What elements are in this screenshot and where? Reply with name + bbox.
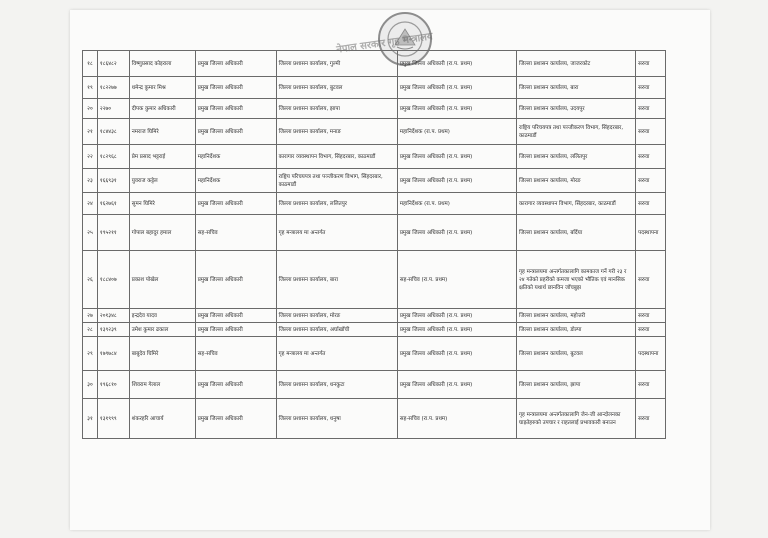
new-office-cell: जिल्ला प्रशासन कार्यालय, झापा — [517, 371, 636, 399]
employee-code-cell: २०१३४८ — [97, 309, 129, 323]
employee-name-cell: धमेन्द्र कुमार मिश्र — [129, 77, 195, 99]
employee-name-cell: गोपाल बहादुर हमाल — [129, 215, 195, 251]
serial-number-cell: २६ — [83, 251, 98, 309]
new-post-cell: प्रमुख जिल्ला अधिकारी (रा.प. प्रथम) — [397, 323, 516, 337]
new-office-cell: जिल्ला प्रशासन कार्यालय, उदयपुर — [517, 99, 636, 119]
watermark-stamp: नेपाल सरकार गृह मन्त्रालय — [335, 31, 434, 56]
employee-code-cell: १८६४८२ — [97, 51, 129, 77]
current-office-cell: जिल्ला प्रशासन कार्यालय, धनकुटा — [276, 371, 397, 399]
current-post-cell: प्रमुख जिल्ला अधिकारी — [195, 371, 276, 399]
employee-name-cell: उमेश कुमार ढकाल — [129, 323, 195, 337]
employee-code-cell: १९६८१० — [97, 371, 129, 399]
transfer-type-cell: सरुवा — [636, 99, 666, 119]
new-post-cell: सह-सचिव (रा.प. प्रथम) — [397, 399, 516, 439]
new-office-cell: जिल्ला प्रशासन कार्यालय, डोल्पा — [517, 323, 636, 337]
transfer-table — [82, 50, 666, 439]
new-office-cell: जिल्ला प्रशासन कार्यालय, बर्दिया — [517, 215, 636, 251]
current-office-cell: जिल्ला प्रशासन कार्यालय, मनाङ — [276, 119, 397, 145]
current-post-cell: प्रमुख जिल्ला अधिकारी — [195, 193, 276, 215]
table-row — [83, 169, 666, 193]
serial-number-cell: २७ — [83, 309, 98, 323]
employee-code-cell: १९५२११ — [97, 215, 129, 251]
serial-number-cell: ३१ — [83, 399, 98, 439]
new-post-cell: प्रमुख जिल्ला अधिकारी (रा.प. प्रथम) — [397, 169, 516, 193]
employee-code-cell: १८४४३८ — [97, 119, 129, 145]
new-post-cell: प्रमुख जिल्ला अधिकारी (रा.प. प्रथम) — [397, 337, 516, 371]
employee-code-cell: १८२२७७ — [97, 77, 129, 99]
new-post-cell: प्रमुख जिल्ला अधिकारी (रा.प. प्रथम) — [397, 371, 516, 399]
table-row — [83, 371, 666, 399]
transfer-type-cell: सरुवा — [636, 251, 666, 309]
employee-name-cell: युवराज कट्टेल — [129, 169, 195, 193]
new-office-cell: जिल्ला प्रशासन कार्यालय, बुटवल — [517, 337, 636, 371]
new-office-cell: जिल्ला प्रशासन कार्यालय, ललितपुर — [517, 145, 636, 169]
new-post-cell: महानिर्देशक (रा.प. प्रथम) — [397, 119, 516, 145]
new-post-cell: प्रमुख जिल्ला अधिकारी (रा.प. प्रथम) — [397, 99, 516, 119]
table-row — [83, 337, 666, 371]
new-office-cell: राष्ट्रिय परिचयपत्र तथा पञ्जीकरण विभाग, सिंहदरबार, काठमाडौं — [517, 119, 636, 145]
current-post-cell: प्रमुख जिल्ला अधिकारी — [195, 323, 276, 337]
current-office-cell: जिल्ला प्रशासन कार्यालय, मोरङ — [276, 309, 397, 323]
current-post-cell: प्रमुख जिल्ला अधिकारी — [195, 99, 276, 119]
table-row — [83, 193, 666, 215]
new-post-cell: सह-सचिव (रा.प. प्रथम) — [397, 251, 516, 309]
employee-name-cell: इन्द्रदेव यादव — [129, 309, 195, 323]
serial-number-cell: २१ — [83, 119, 98, 145]
table-row — [83, 399, 666, 439]
employee-code-cell: २२७० — [97, 99, 129, 119]
current-office-cell: गृह मन्त्रालय मा अन्तर्गत — [276, 337, 397, 371]
serial-number-cell: २२ — [83, 145, 98, 169]
current-office-cell: जिल्ला प्रशासन कार्यालय, बुटवल — [276, 77, 397, 99]
serial-number-cell: २९ — [83, 337, 98, 371]
new-post-cell: प्रमुख जिल्ला अधिकारी (रा.प. प्रथम) — [397, 309, 516, 323]
transfer-type-cell: सरुवा — [636, 371, 666, 399]
serial-number-cell: २४ — [83, 193, 98, 215]
current-office-cell: कारागार व्यवस्थापन विभाग, सिंहदरबार, काठमाडौं — [276, 145, 397, 169]
table-row — [83, 145, 666, 169]
employee-code-cell: १६६९३१ — [97, 169, 129, 193]
new-office-cell: जिल्ला प्रशासन कार्यालय, जाजरकोट — [517, 51, 636, 77]
new-office-cell: गृह मन्त्रालयमा अन्तर्गतकालागि कामकाज गर्ने गरी २३ र २४ गतेको प्रहरीको कमजा भएको भौतिक एवं मानसिक क्षतिको यथार्थ छानविन जाँचबुझ — [517, 251, 636, 309]
current-office-cell: जिल्ला प्रशासन कार्यालय, गुल्मी — [276, 51, 397, 77]
employee-name-cell: शिवराम गेलाल — [129, 371, 195, 399]
current-post-cell: प्रमुख जिल्ला अधिकारी — [195, 251, 276, 309]
serial-number-cell: २० — [83, 99, 98, 119]
serial-number-cell: २३ — [83, 169, 98, 193]
employee-name-cell: प्रेम प्रसाद भट्टराई — [129, 145, 195, 169]
table-row — [83, 77, 666, 99]
new-post-cell: प्रमुख जिल्ला अधिकारी (रा.प. प्रथम) — [397, 145, 516, 169]
transfer-type-cell: सरुवा — [636, 51, 666, 77]
current-office-cell: जिल्ला प्रशासन कार्यालय, अर्घाखाँची — [276, 323, 397, 337]
transfer-type-cell: सरुवा — [636, 323, 666, 337]
serial-number-cell: २५ — [83, 215, 98, 251]
transfer-type-cell: सरुवा — [636, 193, 666, 215]
new-office-cell: गृह मन्त्रालयमा अन्तर्गतकालागि जेन-जी आन्दोलनका घाइतेहरुको उपचार र राहतलाई प्रभावकारी बनाउन — [517, 399, 636, 439]
table-row — [83, 119, 666, 145]
current-post-cell: प्रमुख जिल्ला अधिकारी — [195, 119, 276, 145]
current-post-cell: प्रमुख जिल्ला अधिकारी — [195, 51, 276, 77]
new-post-cell: प्रमुख जिल्ला अधिकारी (रा.प. प्रथम) — [397, 51, 516, 77]
serial-number-cell: २८ — [83, 323, 98, 337]
new-post-cell: प्रमुख जिल्ला अधिकारी (रा.प. प्रथम) — [397, 215, 516, 251]
serial-number-cell: ३० — [83, 371, 98, 399]
current-post-cell: प्रमुख जिल्ला अधिकारी — [195, 309, 276, 323]
table-row — [83, 251, 666, 309]
table-body — [83, 51, 666, 439]
employee-name-cell: बाबुदेव घिमिरे — [129, 337, 195, 371]
current-post-cell: प्रमुख जिल्ला अधिकारी — [195, 399, 276, 439]
current-post-cell: महानिर्देशक — [195, 169, 276, 193]
transfer-type-cell: सरुवा — [636, 169, 666, 193]
table-row — [83, 51, 666, 77]
new-office-cell: कारागार व्यवस्थापन विभाग, सिंहदरबार, काठमाडौं — [517, 193, 636, 215]
table-row — [83, 309, 666, 323]
employee-code-cell: १६२७६१ — [97, 193, 129, 215]
current-office-cell: जिल्ला प्रशासन कार्यालय, ललितपुर — [276, 193, 397, 215]
employee-code-cell: १३९२३९ — [97, 323, 129, 337]
transfer-type-cell: सरुवा — [636, 77, 666, 99]
transfer-type-cell: सरुवा — [636, 309, 666, 323]
new-post-cell: प्रमुख जिल्ला अधिकारी (रा.प. प्रथम) — [397, 77, 516, 99]
employee-name-cell: शंकरहरि आचार्य — [129, 399, 195, 439]
serial-number-cell: १९ — [83, 77, 98, 99]
current-post-cell: प्रमुख जिल्ला अधिकारी — [195, 77, 276, 99]
current-post-cell: सह-सचिव — [195, 337, 276, 371]
transfer-type-cell: पदस्थापना — [636, 337, 666, 371]
employee-code-cell: १३१९९९ — [97, 399, 129, 439]
serial-number-cell: १८ — [83, 51, 98, 77]
table-row — [83, 215, 666, 251]
table-row — [83, 99, 666, 119]
current-post-cell: सह-सचिव — [195, 215, 276, 251]
current-office-cell: राष्ट्रिय परिचयपत्र तथा पञ्जीकरण विभाग, सिंहदरबार, काठमाडौं — [276, 169, 397, 193]
current-office-cell: जिल्ला प्रशासन कार्यालय, धनुषा — [276, 399, 397, 439]
employee-name-cell: नमराज घिमिरे — [129, 119, 195, 145]
current-office-cell: गृह मन्त्रालय मा अन्तर्गत — [276, 215, 397, 251]
employee-name-cell: विष्णुप्रसाद कोइराला — [129, 51, 195, 77]
current-office-cell: जिल्ला प्रशासन कार्यालय, झापा — [276, 99, 397, 119]
new-post-cell: महानिर्देशक (रा.प. प्रथम) — [397, 193, 516, 215]
employee-code-cell: १७९७८४ — [97, 337, 129, 371]
transfer-type-cell: सरुवा — [636, 119, 666, 145]
transfer-type-cell: पदस्थापना — [636, 215, 666, 251]
employee-name-cell: प्रकाश पोखेल — [129, 251, 195, 309]
employee-name-cell: दीपक कुमार अधिकारी — [129, 99, 195, 119]
current-office-cell: जिल्ला प्रशासन कार्यालय, बारा — [276, 251, 397, 309]
new-office-cell: जिल्ला प्रशासन कार्यालय, बारा — [517, 77, 636, 99]
new-office-cell: जिल्ला प्रशासन कार्यालय, मोरङ — [517, 169, 636, 193]
table-row — [83, 323, 666, 337]
new-office-cell: जिल्ला प्रशासन कार्यालय, महोत्तरी — [517, 309, 636, 323]
transfer-type-cell: सरुवा — [636, 145, 666, 169]
transfer-type-cell: सरुवा — [636, 399, 666, 439]
current-post-cell: महानिर्देशक — [195, 145, 276, 169]
employee-code-cell: १८२९६८ — [97, 145, 129, 169]
employee-code-cell: १८८४०७ — [97, 251, 129, 309]
employee-name-cell: सुमन घिमिरे — [129, 193, 195, 215]
